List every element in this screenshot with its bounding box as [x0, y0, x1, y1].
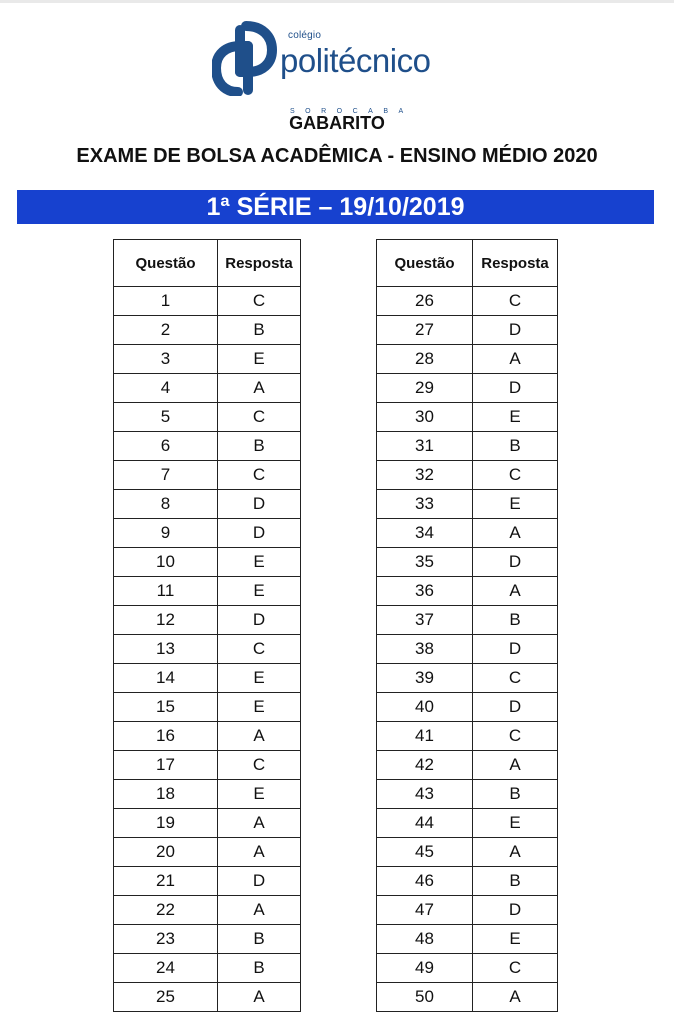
question-number-cell: 12: [114, 606, 218, 635]
table-row: [377, 461, 558, 490]
question-number-cell: 28: [377, 345, 473, 374]
answer-cell: D: [473, 896, 558, 925]
answer-cell: E: [218, 577, 301, 606]
answer-cell: A: [218, 374, 301, 403]
answer-cell: E: [473, 925, 558, 954]
column-header-question: Questão: [377, 240, 473, 287]
answer-cell: C: [473, 664, 558, 693]
table-row: [114, 925, 301, 954]
answer-cell: B: [218, 316, 301, 345]
question-number-cell: 18: [114, 780, 218, 809]
table-row: [114, 693, 301, 722]
answer-cell: E: [218, 780, 301, 809]
answer-cell: E: [218, 345, 301, 374]
table-row: [114, 838, 301, 867]
table-row: [377, 432, 558, 461]
table-row: [377, 722, 558, 751]
table-row: [377, 606, 558, 635]
exam-title: EXAME DE BOLSA ACADÊMICA - ENSINO MÉDIO 2020: [76, 145, 598, 167]
answer-table-right: [376, 239, 558, 1012]
question-number-cell: 4: [114, 374, 218, 403]
answer-cell: D: [218, 606, 301, 635]
answer-cell: D: [218, 867, 301, 896]
column-header-answer: Resposta: [473, 240, 558, 287]
table-row: [377, 838, 558, 867]
question-number-cell: 23: [114, 925, 218, 954]
question-number-cell: 5: [114, 403, 218, 432]
answer-cell: B: [473, 432, 558, 461]
answer-cell: D: [473, 635, 558, 664]
table-row: [377, 925, 558, 954]
top-border: [0, 0, 674, 3]
answer-cell: A: [473, 345, 558, 374]
table-row: [377, 751, 558, 780]
question-number-cell: 39: [377, 664, 473, 693]
table-row: [114, 577, 301, 606]
answer-cell: C: [218, 461, 301, 490]
answer-cell: D: [473, 693, 558, 722]
answer-cell: D: [473, 374, 558, 403]
answer-cell: A: [218, 809, 301, 838]
table-row: [377, 809, 558, 838]
question-number-cell: 25: [114, 983, 218, 1012]
question-number-cell: 20: [114, 838, 218, 867]
answer-cell: E: [218, 693, 301, 722]
answer-cell: E: [473, 403, 558, 432]
table-row: [114, 635, 301, 664]
table-row: [114, 606, 301, 635]
question-number-cell: 47: [377, 896, 473, 925]
question-number-cell: 33: [377, 490, 473, 519]
table-row: [114, 316, 301, 345]
question-number-cell: 7: [114, 461, 218, 490]
question-number-cell: 44: [377, 809, 473, 838]
table-row: [114, 896, 301, 925]
answer-cell: B: [218, 954, 301, 983]
table-row: [114, 432, 301, 461]
question-number-cell: 19: [114, 809, 218, 838]
answer-cell: A: [473, 983, 558, 1012]
table-row: [114, 490, 301, 519]
table-row: [114, 374, 301, 403]
question-number-cell: 9: [114, 519, 218, 548]
school-logo: [212, 20, 442, 115]
question-number-cell: 10: [114, 548, 218, 577]
table-row: [377, 867, 558, 896]
answer-cell: C: [473, 461, 558, 490]
question-number-cell: 48: [377, 925, 473, 954]
answer-cell: B: [473, 867, 558, 896]
question-number-cell: 11: [114, 577, 218, 606]
table-row: [377, 287, 558, 316]
answer-cell: D: [473, 316, 558, 345]
table-row: [114, 461, 301, 490]
question-number-cell: 42: [377, 751, 473, 780]
answer-cell: A: [218, 722, 301, 751]
question-number-cell: 16: [114, 722, 218, 751]
table-row: [114, 287, 301, 316]
table-row: [114, 809, 301, 838]
table-row: [377, 896, 558, 925]
question-number-cell: 26: [377, 287, 473, 316]
answer-table-left: [113, 239, 301, 1012]
table-row: [114, 954, 301, 983]
table-row: [114, 548, 301, 577]
table-row: [377, 345, 558, 374]
question-number-cell: 15: [114, 693, 218, 722]
table-row: [114, 867, 301, 896]
question-number-cell: 30: [377, 403, 473, 432]
answer-cell: E: [473, 809, 558, 838]
table-row: [377, 548, 558, 577]
question-number-cell: 27: [377, 316, 473, 345]
grade-date-banner: 1ª SÉRIE – 19/10/2019: [17, 190, 654, 224]
question-number-cell: 41: [377, 722, 473, 751]
question-number-cell: 50: [377, 983, 473, 1012]
question-number-cell: 37: [377, 606, 473, 635]
table-row: [377, 577, 558, 606]
table-header-row: [114, 240, 301, 287]
question-number-cell: 21: [114, 867, 218, 896]
answer-cell: B: [218, 925, 301, 954]
table-row: [114, 780, 301, 809]
table-row: [377, 490, 558, 519]
column-header-question: Questão: [114, 240, 218, 287]
table-row: [377, 664, 558, 693]
question-number-cell: 43: [377, 780, 473, 809]
table-row: [114, 345, 301, 374]
answer-cell: E: [218, 548, 301, 577]
table-row: [377, 635, 558, 664]
question-number-cell: 32: [377, 461, 473, 490]
answer-cell: C: [218, 635, 301, 664]
table-row: [114, 403, 301, 432]
question-number-cell: 35: [377, 548, 473, 577]
answer-cell: B: [218, 432, 301, 461]
question-number-cell: 40: [377, 693, 473, 722]
question-number-cell: 17: [114, 751, 218, 780]
answer-cell: D: [218, 519, 301, 548]
answer-cell: B: [473, 606, 558, 635]
question-number-cell: 13: [114, 635, 218, 664]
answer-cell: A: [473, 519, 558, 548]
table-row: [377, 374, 558, 403]
table-row: [377, 519, 558, 548]
answer-cell: C: [218, 751, 301, 780]
table-row: [377, 780, 558, 809]
answer-cell: D: [218, 490, 301, 519]
table-row: [114, 664, 301, 693]
question-number-cell: 34: [377, 519, 473, 548]
table-row: [114, 722, 301, 751]
question-number-cell: 3: [114, 345, 218, 374]
table-row: [377, 983, 558, 1012]
answer-cell: E: [473, 490, 558, 519]
answer-cell: C: [473, 722, 558, 751]
answer-cell: A: [218, 896, 301, 925]
question-number-cell: 2: [114, 316, 218, 345]
question-number-cell: 24: [114, 954, 218, 983]
logo-city-text: SOROCABA: [290, 108, 414, 115]
answer-cell: A: [218, 838, 301, 867]
answer-cell: E: [218, 664, 301, 693]
answer-cell: A: [473, 838, 558, 867]
logo-small-text: colégio: [288, 30, 322, 41]
question-number-cell: 1: [114, 287, 218, 316]
logo-name-text: politécnico: [280, 42, 431, 79]
page-heading: GABARITO: [289, 113, 385, 133]
question-number-cell: 45: [377, 838, 473, 867]
question-number-cell: 49: [377, 954, 473, 983]
question-number-cell: 36: [377, 577, 473, 606]
table-header-row: [377, 240, 558, 287]
answer-cell: D: [473, 548, 558, 577]
question-number-cell: 29: [377, 374, 473, 403]
answer-cell: A: [473, 751, 558, 780]
question-number-cell: 22: [114, 896, 218, 925]
answer-cell: C: [473, 954, 558, 983]
table-row: [377, 693, 558, 722]
question-number-cell: 14: [114, 664, 218, 693]
question-number-cell: 8: [114, 490, 218, 519]
table-row: [377, 954, 558, 983]
answer-cell: B: [473, 780, 558, 809]
answer-cell: A: [218, 983, 301, 1012]
table-row: [377, 316, 558, 345]
logo-mark-icon: [212, 20, 278, 96]
answer-cell: A: [473, 577, 558, 606]
question-number-cell: 6: [114, 432, 218, 461]
answer-cell: C: [218, 403, 301, 432]
answer-cell: C: [218, 287, 301, 316]
question-number-cell: 46: [377, 867, 473, 896]
answer-cell: C: [473, 287, 558, 316]
column-header-answer: Resposta: [218, 240, 301, 287]
question-number-cell: 38: [377, 635, 473, 664]
table-row: [114, 983, 301, 1012]
table-row: [114, 751, 301, 780]
table-row: [377, 403, 558, 432]
question-number-cell: 31: [377, 432, 473, 461]
table-row: [114, 519, 301, 548]
